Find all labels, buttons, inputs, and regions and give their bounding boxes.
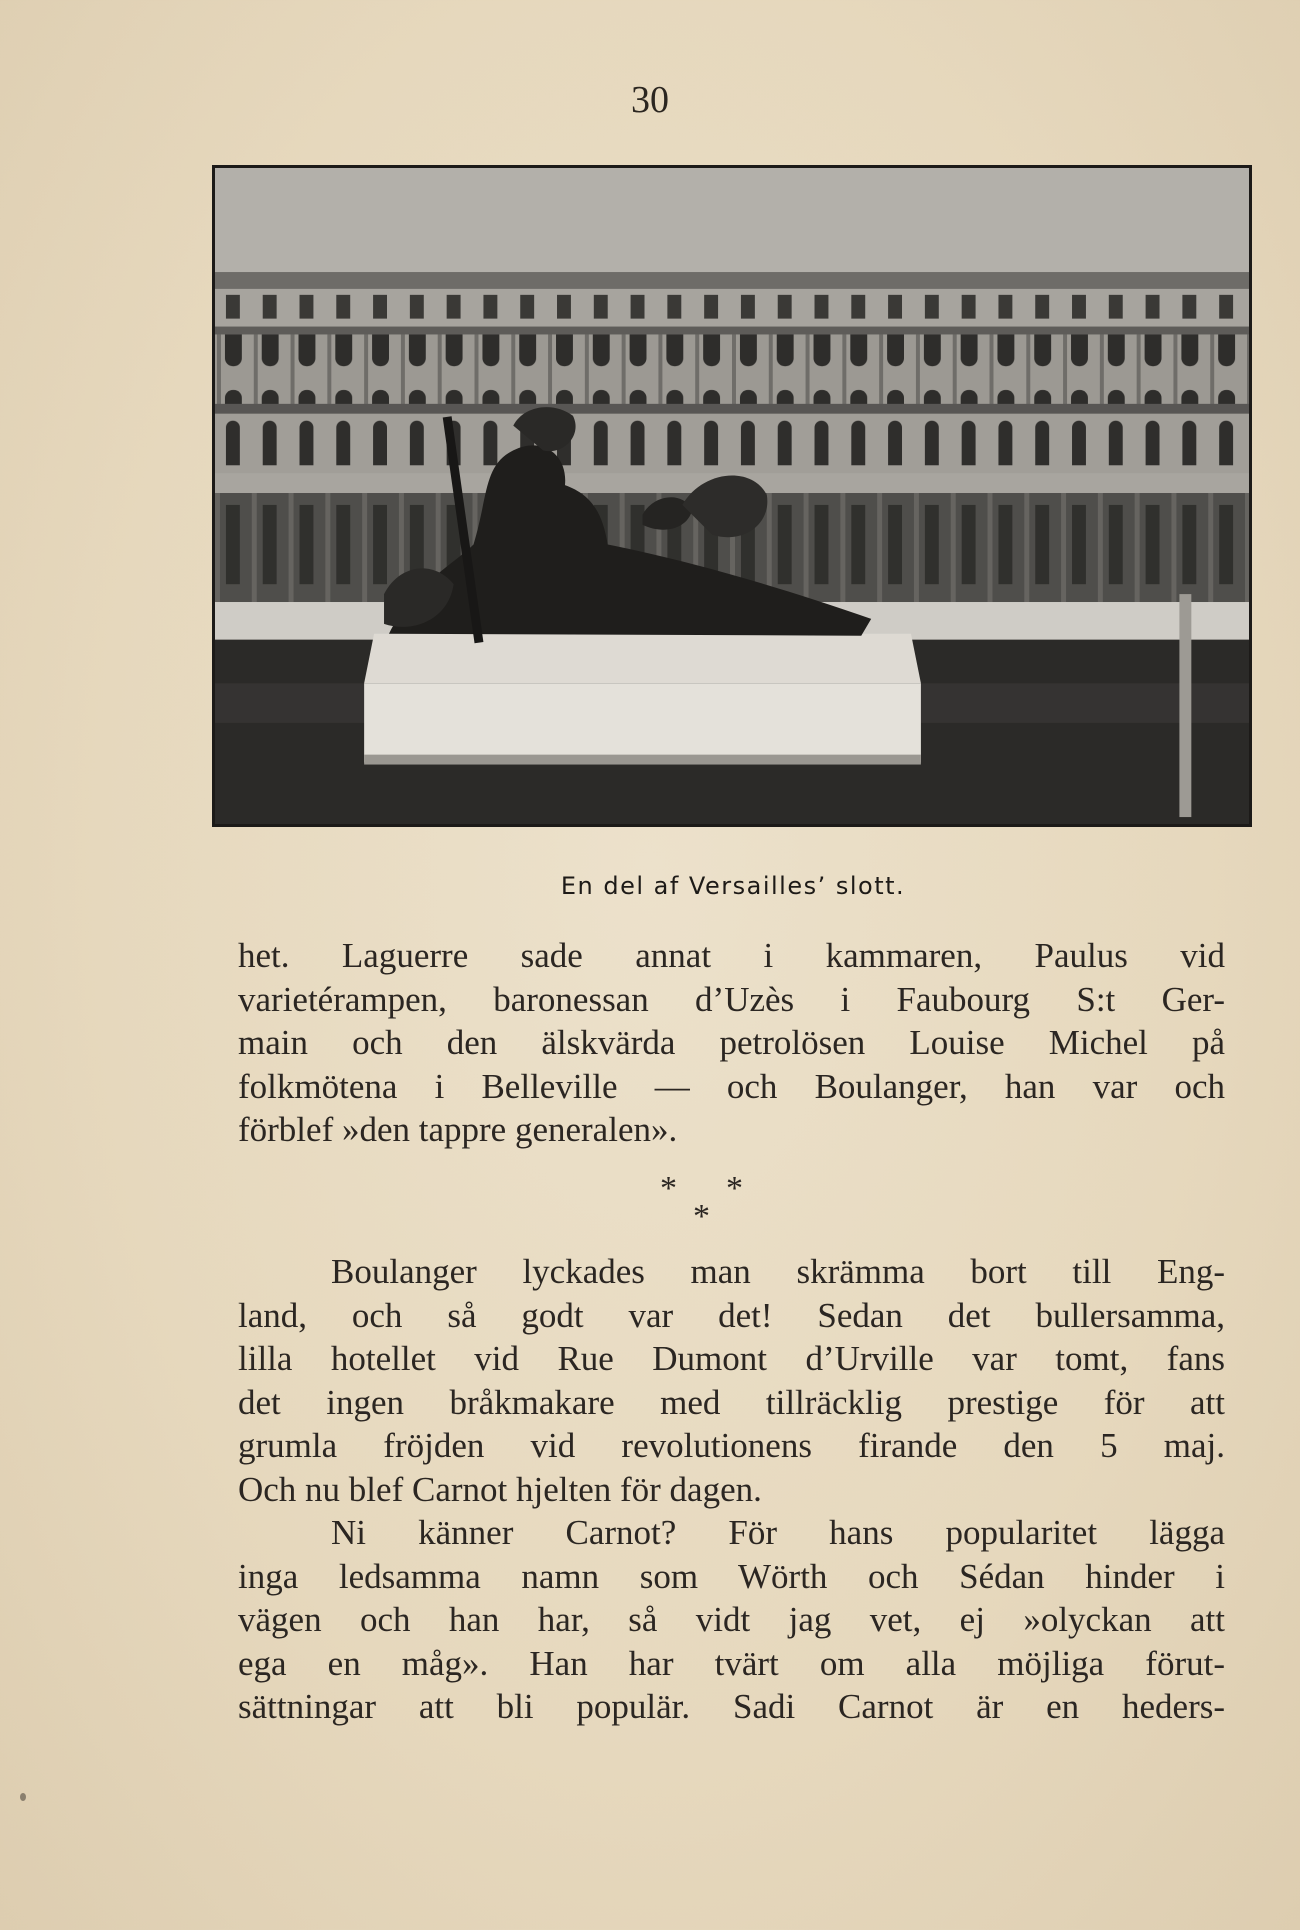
text-line: ega en måg». Han har tvärt om alla möjliga förut- (238, 1643, 1225, 1683)
photo-caption: En del af Versailles’ slott. (560, 872, 906, 900)
text-line: Boulanger lyckades man skrämma bort till Eng- (331, 1252, 1225, 1291)
text-line: vägen och han har, så vidt jag vet, ej »olyckan att (238, 1600, 1225, 1639)
asterisk: * (660, 1170, 677, 1207)
asterisk: * (693, 1198, 710, 1235)
text-line: varietérampen, baronessan d’Uzès i Faubourg S:t Ger- (238, 979, 1225, 1019)
paper-speck (20, 1793, 26, 1801)
text-line: lilla hotellet vid Rue Dumont d’Urville var tomt, fans (238, 1339, 1225, 1378)
text-line: det ingen bråkmakare med tillräcklig prestige för att (238, 1382, 1225, 1422)
paragraph-1 (238, 934, 1225, 1152)
text-line: inga ledsamma namn som Wörth och Sédan hinder i (238, 1556, 1225, 1596)
text-line: grumla fröjden vid revolutionens firande den 5 maj. (238, 1426, 1225, 1465)
text-line: sättningar att bli populär. Sadi Carnot är en heders- (238, 1687, 1225, 1726)
text-line: förblef »den tappre generalen». (238, 1110, 678, 1149)
paragraph-2 (238, 1250, 1225, 1729)
versailles-photograph (212, 165, 1252, 827)
text-line: folkmötena i Belleville — och Boulanger, han var och (238, 1066, 1225, 1106)
text-line: land, och så godt var det! Sedan det bullersamma, (238, 1295, 1225, 1335)
text-line: het. Laguerre sade annat i kammaren, Paulus vid (238, 936, 1225, 975)
asterisk: * (726, 1170, 743, 1207)
text-line: main och den älskvärda petrolösen Louise Michel på (238, 1023, 1225, 1062)
text-line: Ni känner Carnot? För hans popularitet lägga (331, 1513, 1225, 1552)
text-line: Och nu blef Carnot hjelten för dagen. (238, 1469, 762, 1509)
page-number: 30 (631, 79, 669, 121)
section-break-asterisks (650, 1170, 800, 1235)
